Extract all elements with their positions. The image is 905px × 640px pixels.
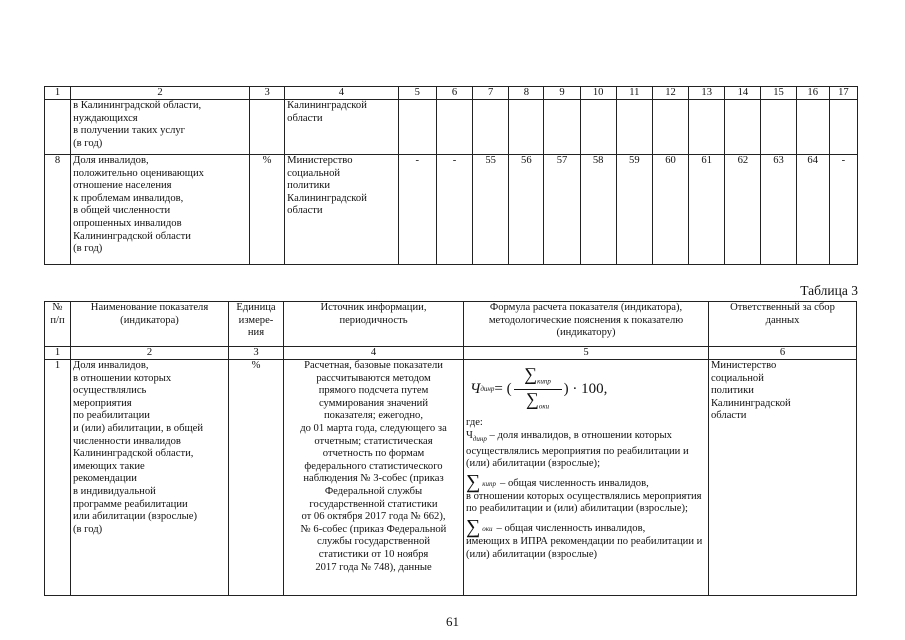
formula-definition: ∑ оки – общая численность инвалидов,: [466, 516, 646, 539]
responsible-cell: Министерство социальной политики Калининградской области: [709, 360, 857, 596]
unit-cell: %: [250, 155, 285, 265]
header-cell: Наименование показателя (индикатора): [71, 302, 229, 347]
value-cell: [509, 100, 544, 155]
header-cell: 3: [229, 347, 284, 360]
header-cell: 8: [509, 87, 544, 100]
header-cell: 1: [45, 347, 71, 360]
header-cell: 3: [250, 87, 285, 100]
header-cell: № п/п: [45, 302, 71, 347]
row-number: [45, 100, 71, 155]
value-cell: [725, 100, 761, 155]
header-cell: 5: [398, 87, 436, 100]
unit-cell: [250, 100, 285, 155]
row-number: 1: [45, 360, 71, 596]
column-number-row: [45, 87, 858, 100]
header-cell: 17: [829, 87, 857, 100]
row-number: 8: [45, 155, 71, 265]
value-cell: 55: [473, 155, 509, 265]
value-cell: [616, 100, 652, 155]
value-cell: -: [398, 155, 436, 265]
header-cell: 11: [616, 87, 652, 100]
value-cell: 64: [796, 155, 829, 265]
formula-cell: [464, 360, 709, 596]
header-cell: 10: [580, 87, 616, 100]
table-row: [45, 100, 858, 155]
source-cell: Расчетная, базовые показатели рассчитываются методом прямого подсчета путем суммирования значений показателя; ежегодно, до 01 марта года, следующего за отчетным; статистическая отчетность по формам федерального статистического наблюдения № 3-собес (приказ Федеральной службы государственной статистики от 06 октября 2017 года № 662), № 6-собес (приказ Федеральной службы государственной статистики от 10 ноября 2017 года № 748), данные: [284, 360, 464, 596]
unit-cell: %: [229, 360, 284, 596]
value-cell: [761, 100, 796, 155]
value-cell: [652, 100, 688, 155]
header-cell: 13: [689, 87, 725, 100]
value-cell: [796, 100, 829, 155]
value-cell: 60: [652, 155, 688, 265]
table-row: [45, 155, 858, 265]
indicator-name: Доля инвалидов, положительно оценивающих отношение населения к проблемам инвалидов, в общей численности опрошенных инвалидов Калининградской области (в год): [71, 155, 250, 265]
value-cell: 59: [616, 155, 652, 265]
formula-definition: $Ч_{динр}$ – доля инвалидов, в отношении которых осуществлялись мероприятия по реабилитации и (или) абилитации (взрослые);: [466, 429, 689, 470]
value-cell: [689, 100, 725, 155]
value-cell: 58: [580, 155, 616, 265]
page-number: 61: [446, 614, 459, 629]
value-cell: [398, 100, 436, 155]
value-cell: 56: [509, 155, 544, 265]
header-cell: Формула расчета показателя (индикатора), методологические пояснения к показателю (индикатору): [464, 302, 709, 347]
source-cell: Калининградской области: [285, 100, 399, 155]
formula-where: где:: [466, 417, 483, 429]
formula-definition: ∑ кипр – общая численность инвалидов,: [466, 470, 649, 493]
header-cell: 9: [544, 87, 580, 100]
indicator-name: Доля инвалидов, в отношении которых осуществлялись мероприятия по реабилитации и (или) абилитации, в общей численности инвалидов Калининградской области, имеющих такие рекомендации в индивидуальной программе реабилитации или абилитации (взрослые) (в год): [71, 360, 229, 596]
header-cell: 2: [71, 87, 250, 100]
header-cell: 15: [761, 87, 796, 100]
formula-definition-cont: имеющих в ИПРА рекомендации по реабилитации и (или) абилитации (взрослые): [466, 536, 703, 560]
value-cell: [473, 100, 509, 155]
indicator-name: в Калининградской области, нуждающихся в получении таких услуг (в год): [71, 100, 250, 155]
header-cell: 2: [71, 347, 229, 360]
table-header-row: [45, 302, 857, 347]
header-cell: Ответственный за сбор данных: [709, 302, 857, 347]
source-cell: Министерство социальной политики Калининградской области: [285, 155, 399, 265]
value-cell: [829, 100, 857, 155]
value-cell: 63: [761, 155, 796, 265]
value-cell: -: [829, 155, 857, 265]
formula: Ч динр = ( $\frac{\sum_{кипр}}{\sum_{оки}}$ ) · 100,: [470, 366, 706, 413]
formula-fraction: $\frac{\sum_{кипр}}{\sum_{оки}}$: [514, 366, 562, 413]
column-number-row: [45, 347, 857, 360]
header-cell: Единица измере- ния: [229, 302, 284, 347]
header-cell: 4: [285, 87, 399, 100]
header-cell: 4: [284, 347, 464, 360]
value-cell: [580, 100, 616, 155]
header-cell: 6: [709, 347, 857, 360]
table-caption: Таблица 3: [800, 283, 858, 298]
header-cell: 12: [652, 87, 688, 100]
value-cell: [544, 100, 580, 155]
table-row: [45, 360, 857, 596]
header-cell: 16: [796, 87, 829, 100]
continuation-table: [44, 86, 858, 265]
header-cell: 5: [464, 347, 709, 360]
header-cell: Источник информации, периодичность: [284, 302, 464, 347]
header-cell: 1: [45, 87, 71, 100]
header-cell: 7: [473, 87, 509, 100]
value-cell: 61: [689, 155, 725, 265]
formula-definition-cont: в отношении которых осуществлялись мероприятия по реабилитации и (или) абилитации (взрослые);: [466, 490, 702, 515]
header-cell: 6: [436, 87, 472, 100]
value-cell: [436, 100, 472, 155]
value-cell: 62: [725, 155, 761, 265]
indicator-table: [44, 301, 857, 596]
value-cell: 57: [544, 155, 580, 265]
header-cell: 14: [725, 87, 761, 100]
value-cell: -: [436, 155, 472, 265]
